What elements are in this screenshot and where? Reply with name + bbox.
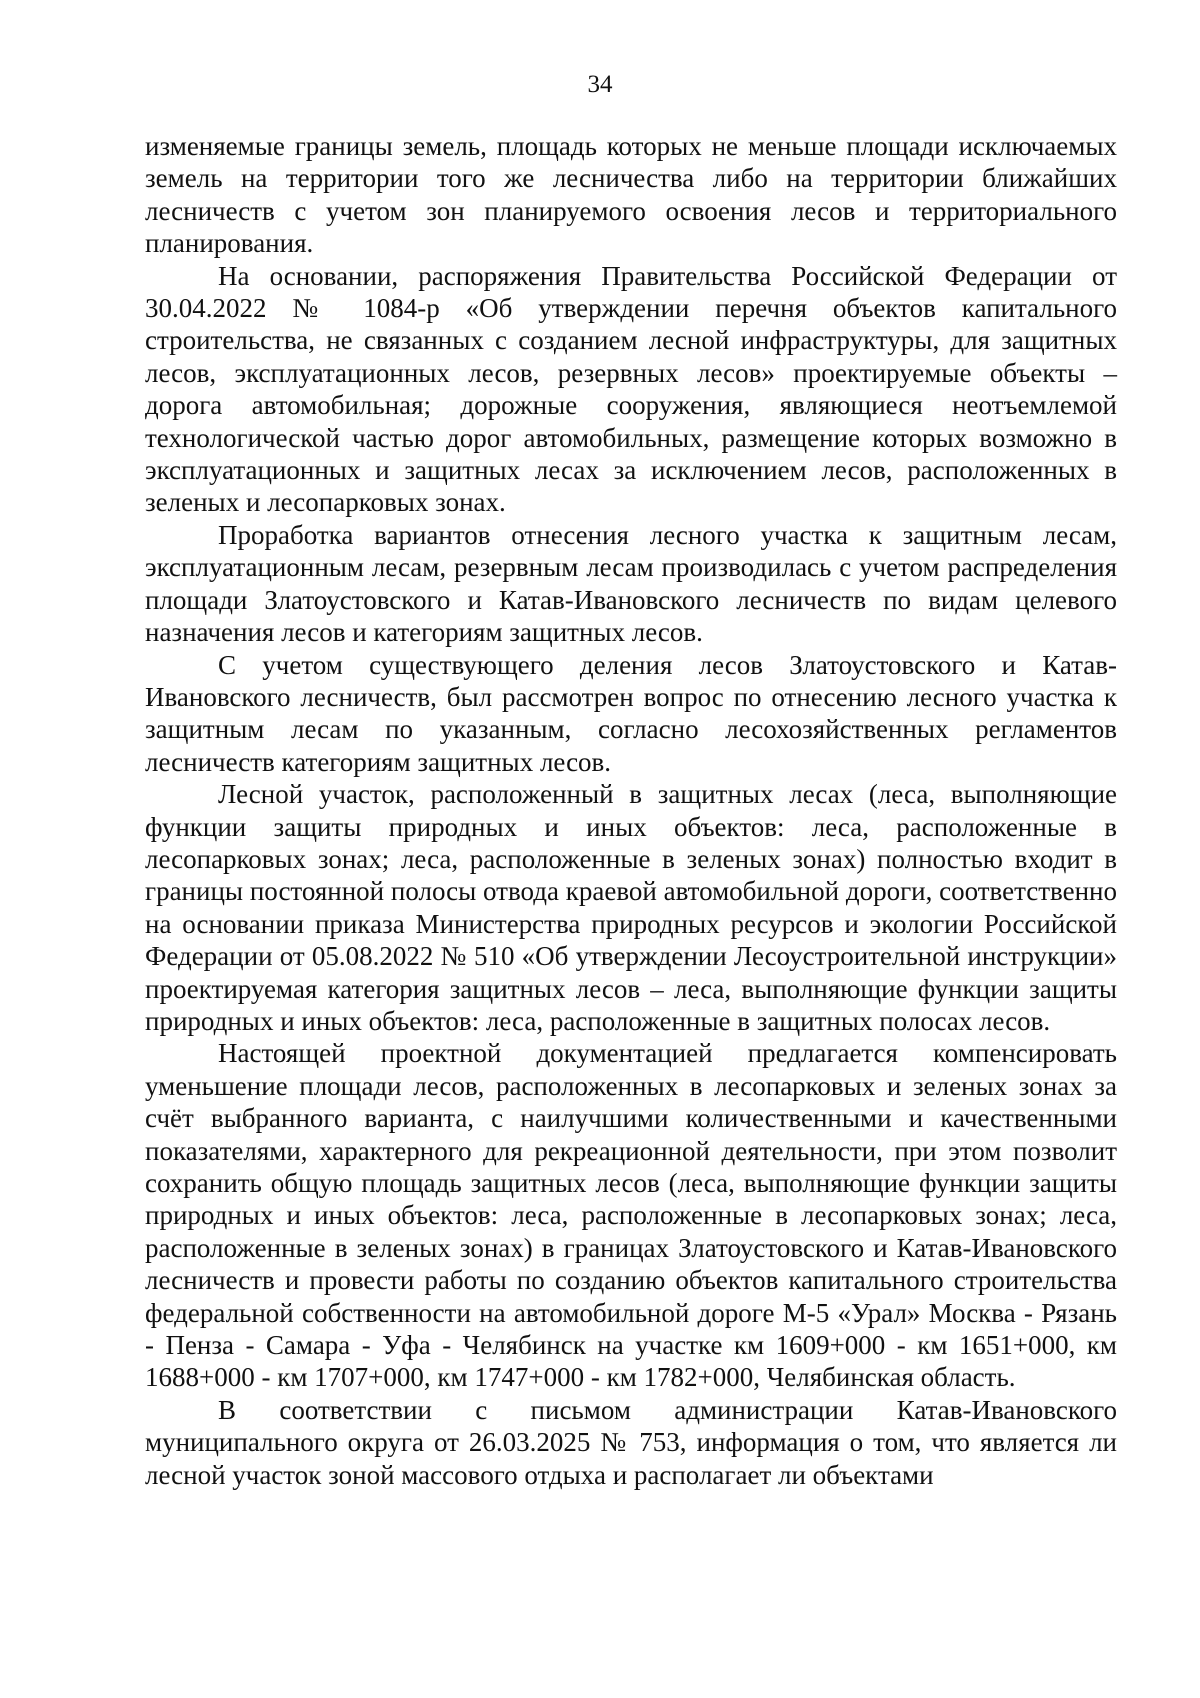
paragraph-administration-letter: В соответствии с письмом администрации Катав-Ивановского муниципального округа от 26.03.2025 № 753, информация о том, что является ли лесной участок зоной массового отдыха и располагает ли объектами <box>145 1394 1117 1490</box>
paragraph-protective-forest-plot: Лесной участок, расположенный в защитных лесах (леса, выполняющие функции защиты природных и иных объектов: леса, расположенные в лесопарковых зонах; леса, расположенные в зеленых зонах) полностью входит в границы постоянной полосы отвода краевой автомобильной дороги, соответственно на основании приказа Министерства природных ресурсов и экологии Российской Федерации от 05.08.2022 № 510 «Об утверждении Лесоустроительной инструкции» проектируемая категория защитных лесов – леса, выполняющие функции защиты природных и иных объектов: леса, расположенные в защитных полосах лесов. <box>145 779 1117 1036</box>
document-body <box>145 130 1117 1491</box>
page-number: 34 <box>587 71 613 98</box>
paragraph-compensation-proposal: Настоящей проектной документацией предлагается компенсировать уменьшение площади лесов, расположенных в лесопарковых и зеленых зонах за счёт выбранного варианта, с наилучшими количественными и качественными показателями, характерного для рекреационной деятельности, при этом позволит сохранить общую площадь защитных лесов (леса, выполняющие функции защиты природных и иных объектов: леса, расположенные в лесопарковых зонах; леса, расположенные в зеленых зонах) в границах Златоустовского и Катав-Ивановского лесничеств и провести работы по созданию объектов капитального строительства федеральной собственности на автомобильной дороге М-5 «Урал» Москва - Рязань - Пенза - Самара - Уфа - Челябинск на участке км 1609+000 - км 1651+000, км 1688+000 - км 1707+000, км 1747+000 - км 1782+000, Челябинская область. <box>145 1038 1117 1393</box>
paragraph-continuation: изменяемые границы земель, площадь которых не меньше площади исключаемых земель на территории того же лесничества либо на территории ближайших лесничеств с учетом зон планируемого освоения лесов и территориального планирования. <box>145 131 1117 259</box>
paragraph-rationale-decree: На основании, распоряжения Правительства Российской Федерации от 30.04.2022 № 1084-р «Об утверждении перечня объектов капитального строительства, не связанных с созданием лесной инфраструктуры, для защитных лесов, эксплуатационных лесов, резервных лесов» проектируемые объекты – дорога автомобильная; дорожные сооружения, являющиеся неотъемлемой технологической частью дорог автомобильных, размещение которых возможно в эксплуатационных и защитных лесах за исключением лесов, расположенных в зеленых и лесопарковых зонах. <box>145 260 1117 518</box>
paragraph-forest-division: С учетом существующего деления лесов Златоустовского и Катав-Ивановского лесничеств, был рассмотрен вопрос по отнесению лесного участка к защитным лесам по указанным, согласно лесохозяйственных регламентов лесничеств категориям защитных лесов. <box>145 649 1117 777</box>
paragraph-variants-study: Проработка вариантов отнесения лесного участка к защитным лесам, эксплуатационным лесам, резервным лесам производилась с учетом распределения площади Златоустовского и Катав-Ивановского лесничеств по видам целевого назначения лесов и категориям защитных лесов. <box>145 519 1117 648</box>
